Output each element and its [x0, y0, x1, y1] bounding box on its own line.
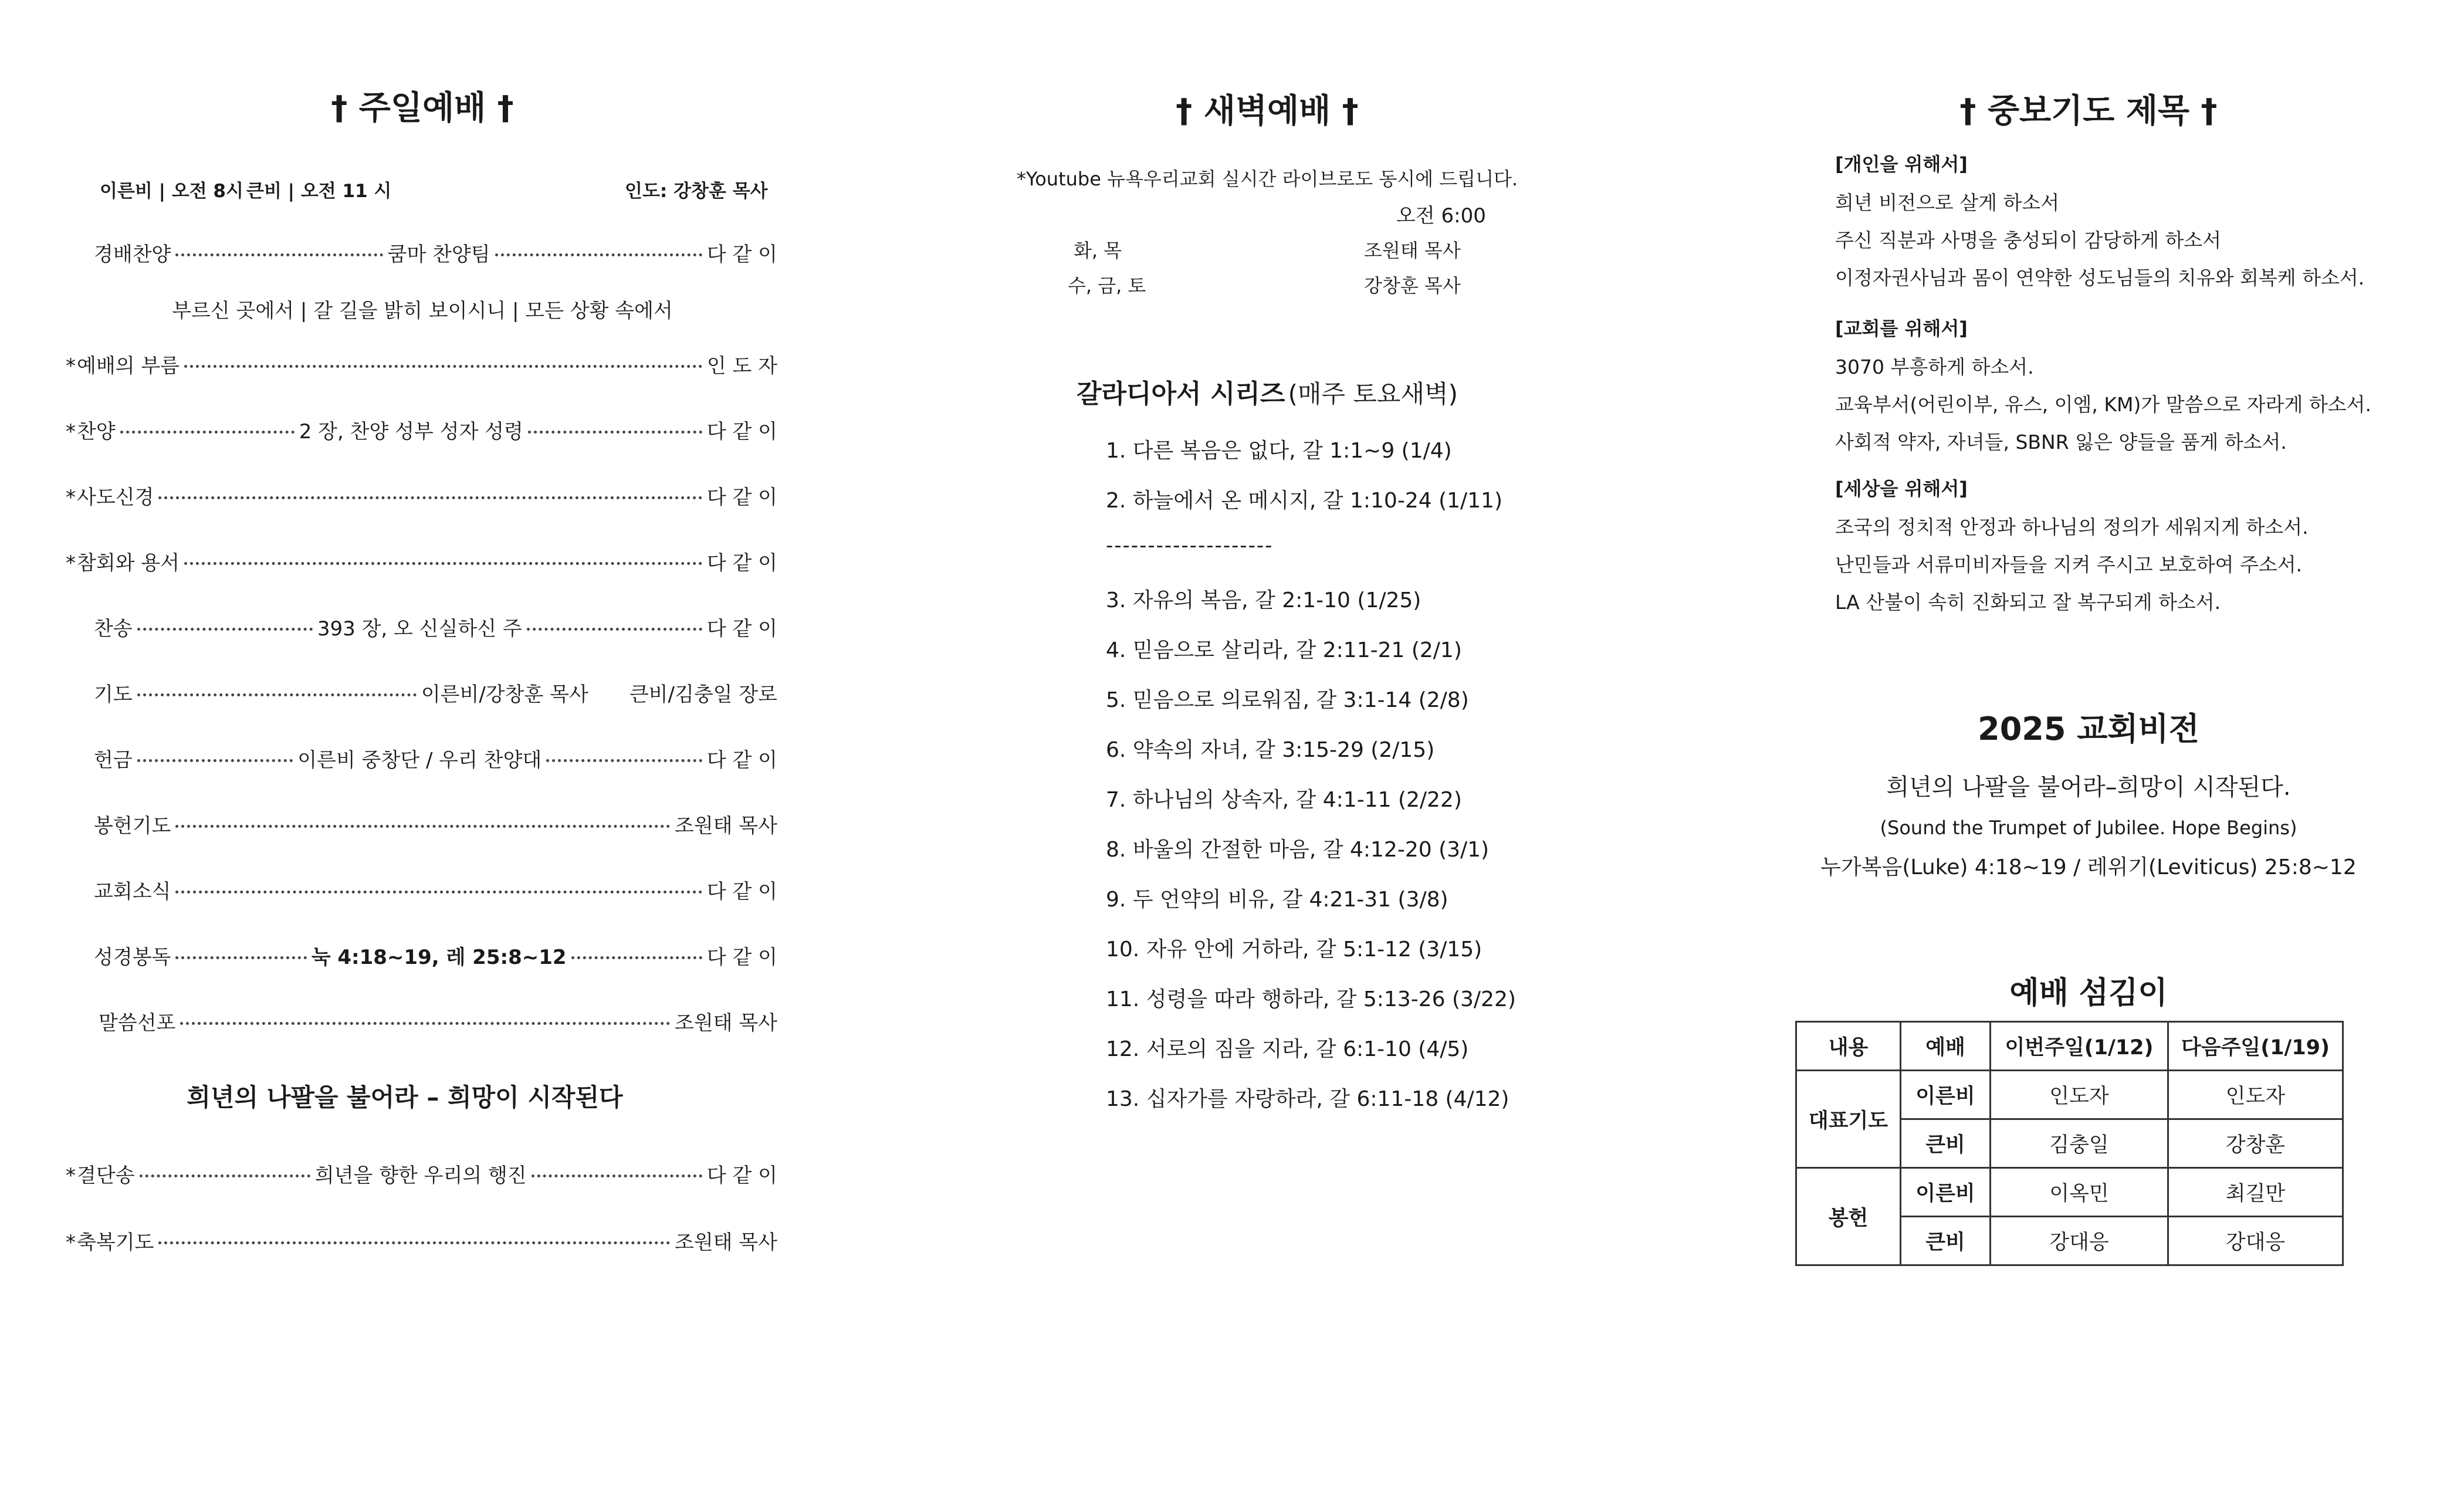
- worship-item: [76, 1159, 777, 1192]
- series-item: 13. 십자가를 자랑하라, 갈 6:11-18 (4/12): [1106, 1087, 1509, 1111]
- item-label: * 결단송: [76, 1159, 135, 1188]
- series-item: 12. 서로의 짐을 지라, 갈 6:1-10 (4/5): [1106, 1037, 1469, 1061]
- youtube-note: *Youtube 뉴욕우리교회 실시간 라이브로도 동시에 드립니다.: [1016, 168, 1518, 190]
- item-detail: 이른비 중창단 / 우리 찬양대: [297, 749, 542, 772]
- roster-title: 예배 섬김이: [2009, 976, 2168, 1011]
- main-service-time: 큰비 | 오전 11 시: [246, 181, 392, 202]
- series-item: 8. 바울의 간절한 마음, 갈 4:12-20 (3/1): [1106, 838, 1490, 862]
- series-note: (매주 토요새벽): [1288, 380, 1458, 408]
- leader-line: 인도: 강창훈 목사: [625, 181, 768, 202]
- dawn-column: [1009, 0, 1596, 1496]
- item-label: 기도: [94, 683, 133, 706]
- item-responsible: 조원태 목사: [674, 1011, 777, 1035]
- leader-dots: [137, 628, 313, 631]
- item-responsible: 다 같 이: [706, 617, 778, 641]
- row-next-week: 인도자: [2168, 1071, 2343, 1119]
- worship-item: [76, 875, 777, 908]
- item-detail: 2 장, 찬양 성부 성자 성령: [299, 420, 523, 444]
- prayer-line: 교육부서(어린이부, 유스, 이엠, KM)가 말씀으로 자라게 하소서.: [1835, 393, 2371, 416]
- series-item: 11. 성령을 따라 행하라, 갈 5:13-26 (3/22): [1106, 987, 1516, 1011]
- vision-english: (Sound the Trumpet of Jubilee. Hope Begins): [1880, 817, 2297, 839]
- item-responsible: 다 같 이: [706, 946, 777, 969]
- series-item: 9. 두 언약의 비유, 갈 4:21-31 (3/8): [1106, 888, 1448, 912]
- leader-dots: [137, 693, 417, 696]
- prayer-line: LA 산불이 속히 진화되고 잘 복구되게 하소서.: [1835, 591, 2221, 614]
- row-next-week: 강대응: [2168, 1217, 2343, 1265]
- schedule-leader: 강창훈 목사: [1364, 275, 1461, 297]
- row-this-week: 인도자: [1991, 1071, 2168, 1119]
- table-header-row: [1796, 1022, 2343, 1071]
- item-label: 경배찬양: [94, 243, 171, 266]
- schedule-days: 화, 목: [1074, 239, 1122, 262]
- roster-table: [1795, 1021, 2344, 1266]
- vision-title: 2025 교회비전: [1978, 710, 2199, 747]
- row-this-week: 강대응: [1991, 1217, 2168, 1265]
- header-cell: 내용: [1796, 1022, 1901, 1071]
- leader-dots: [140, 1175, 310, 1177]
- header-cell: 다음주일(1/19): [2168, 1022, 2343, 1071]
- leader-dots: [527, 628, 702, 631]
- worship-item: [76, 1007, 777, 1040]
- item-detail: 쿰마 찬양팀: [387, 243, 490, 266]
- prayer-category: [개인을 위해서]: [1835, 153, 1968, 175]
- leader-dots: [175, 253, 383, 256]
- prayer-line: 사회적 약자, 자녀들, SBNR 잃은 양들을 품게 하소서.: [1835, 431, 2287, 453]
- worship-item: [76, 678, 777, 711]
- item-label: 헌금: [94, 749, 133, 772]
- item-label: * 예배의 부름: [76, 350, 180, 378]
- prayer-category: [교회를 위해서]: [1835, 317, 1968, 340]
- table-row: [1796, 1168, 2343, 1217]
- worship-item: [76, 941, 777, 974]
- item-label: 찬송: [94, 617, 133, 641]
- item-responsible: 조원태 목사: [674, 814, 777, 838]
- item-label: 봉헌기도: [94, 814, 171, 838]
- item-responsible: 다 같 이: [706, 243, 778, 266]
- prayer-line: 희년 비전으로 살게 하소서: [1835, 191, 2060, 214]
- early-service-time: 이른비 | 오전 8시: [100, 181, 243, 202]
- item-label: * 사도신경: [76, 481, 154, 510]
- leader-dots: [137, 759, 293, 762]
- leader-dots: [175, 825, 670, 828]
- leader-dots: [120, 431, 295, 434]
- row-category: 대표기도: [1796, 1071, 1901, 1168]
- series-item: 6. 약속의 자녀, 갈 3:15-29 (2/15): [1106, 738, 1435, 762]
- prayer-line: 조국의 정치적 안정과 하나님의 정의가 세워지게 하소서.: [1835, 516, 2309, 539]
- leader-dots: [180, 1022, 670, 1025]
- series-item: 7. 하나님의 상속자, 갈 4:1-11 (2/22): [1106, 788, 1462, 812]
- sermon-title: 희년의 나팔을 불어라 – 희망이 시작된다: [187, 1083, 623, 1112]
- vision-korean: 희년의 나팔을 불어라–희망이 시작된다.: [1886, 774, 2291, 801]
- item-label: 성경봉독: [94, 946, 171, 969]
- series-item: 5. 믿음으로 의로워짐, 갈 3:1-14 (2/8): [1106, 688, 1469, 712]
- header-cell: 이번주일(1/12): [1991, 1022, 2168, 1071]
- vision-reference: 누가복음(Luke) 4:18~19 / 레위기(Leviticus) 25:8~12: [1820, 855, 2357, 879]
- leader-dots: [158, 1241, 670, 1244]
- row-next-week: 최길만: [2168, 1168, 2343, 1217]
- item-label: * 찬양: [76, 415, 116, 444]
- worship-item: [76, 481, 777, 514]
- prayer-category: [세상을 위해서]: [1835, 478, 1968, 500]
- prayer-line: 3070 부흥하게 하소서.: [1835, 356, 2034, 378]
- worship-item: [76, 744, 777, 777]
- prayer-title: † 중보기도 제목 †: [1959, 92, 2218, 130]
- item-responsible: 다 같 이: [706, 486, 777, 509]
- leader-dots: [175, 891, 702, 893]
- series-item: 10. 자유 안에 거하라, 갈 5:1-12 (3/15): [1106, 937, 1483, 962]
- leader-dots: [495, 253, 702, 256]
- series-item: 3. 자유의 복음, 갈 2:1-10 (1/25): [1106, 588, 1421, 612]
- prayer-main: 큰비/김충일 장로: [629, 683, 777, 706]
- row-service: 큰비: [1901, 1217, 1991, 1265]
- item-responsible: 다 같 이: [706, 749, 778, 772]
- series-heading: [1009, 373, 1525, 410]
- item-responsible: 다 같 이: [706, 551, 777, 575]
- item-responsible: 다 같 이: [706, 880, 777, 903]
- row-service: 큰비: [1901, 1119, 1991, 1168]
- worship-item: [76, 350, 777, 383]
- table-row: [1796, 1071, 2343, 1119]
- dawn-time: 오전 6:00: [1396, 204, 1486, 228]
- leader-dots: [184, 562, 702, 565]
- item-responsible: 인 도 자: [706, 354, 777, 378]
- item-responsible: 다 같 이: [706, 420, 777, 444]
- worship-item: [76, 415, 777, 448]
- row-service: 이른비: [1901, 1071, 1991, 1119]
- prayer-line: 이정자권사님과 몸이 연약한 성도님들의 치유와 회복케 하소서.: [1835, 266, 2365, 289]
- schedule-days: 수, 금, 토: [1068, 275, 1146, 297]
- item-label: * 참회와 용서: [76, 547, 180, 576]
- leader-dots: [571, 956, 702, 959]
- row-this-week: 김충일: [1991, 1119, 2168, 1168]
- worship-item: [76, 238, 777, 271]
- worship-item: [76, 1226, 777, 1259]
- series-divider: --------------------: [1106, 534, 1274, 557]
- worship-item: [76, 612, 777, 645]
- prayer-early: 이른비/강창훈 목사: [421, 683, 588, 706]
- item-responsible: 조원태 목사: [674, 1231, 777, 1254]
- leader-dots: [528, 431, 702, 434]
- series-item: 1. 다른 복음은 없다, 갈 1:1~9 (1/4): [1106, 439, 1452, 463]
- series-title: 갈라디아서 시리즈: [1076, 379, 1285, 409]
- sunday-column: [65, 0, 780, 1496]
- row-next-week: 강창훈: [2168, 1119, 2343, 1168]
- series-item: 2. 하늘에서 온 메시지, 갈 1:10-24 (1/11): [1106, 489, 1503, 513]
- item-label: * 축복기도: [76, 1226, 154, 1255]
- row-service: 이른비: [1901, 1168, 1991, 1217]
- leader-dots: [158, 496, 702, 499]
- dawn-title: † 새벽예배 †: [1176, 92, 1359, 130]
- row-category: 봉헌: [1796, 1168, 1901, 1265]
- worship-item: [76, 810, 777, 842]
- series-item: 4. 믿음으로 살리라, 갈 2:11-21 (2/1): [1106, 638, 1462, 662]
- row-this-week: 이옥민: [1991, 1168, 2168, 1217]
- leader-dots: [175, 956, 306, 959]
- leader-dots: [546, 759, 702, 762]
- leader-dots: [532, 1175, 702, 1177]
- worship-item: [76, 547, 777, 580]
- schedule-leader: 조원태 목사: [1364, 239, 1461, 262]
- item-detail: 눅 4:18~19, 레 25:8~12: [311, 946, 567, 969]
- item-responsible: 다 같 이: [706, 1164, 778, 1187]
- prayer-line: 주신 직분과 사명을 충성되이 감당하게 하소서: [1835, 229, 2222, 252]
- right-column: [1795, 0, 2417, 1496]
- song-list: 부르신 곳에서 | 갈 길을 밝히 보이시니 | 모든 상황 속에서: [172, 299, 673, 323]
- item-label: 교회소식: [94, 880, 171, 903]
- prayer-line: 난민들과 서류미비자들을 지켜 주시고 보호하여 주소서.: [1835, 553, 2303, 576]
- item-detail: 희년을 향한 우리의 행진: [314, 1164, 527, 1187]
- item-detail: 393 장, 오 신실하신 주: [317, 617, 522, 641]
- leader-dots: [184, 365, 702, 368]
- sunday-title: † 주일예배 †: [331, 89, 514, 127]
- item-label: 말씀선포: [99, 1011, 176, 1035]
- header-cell: 예배: [1901, 1022, 1991, 1071]
